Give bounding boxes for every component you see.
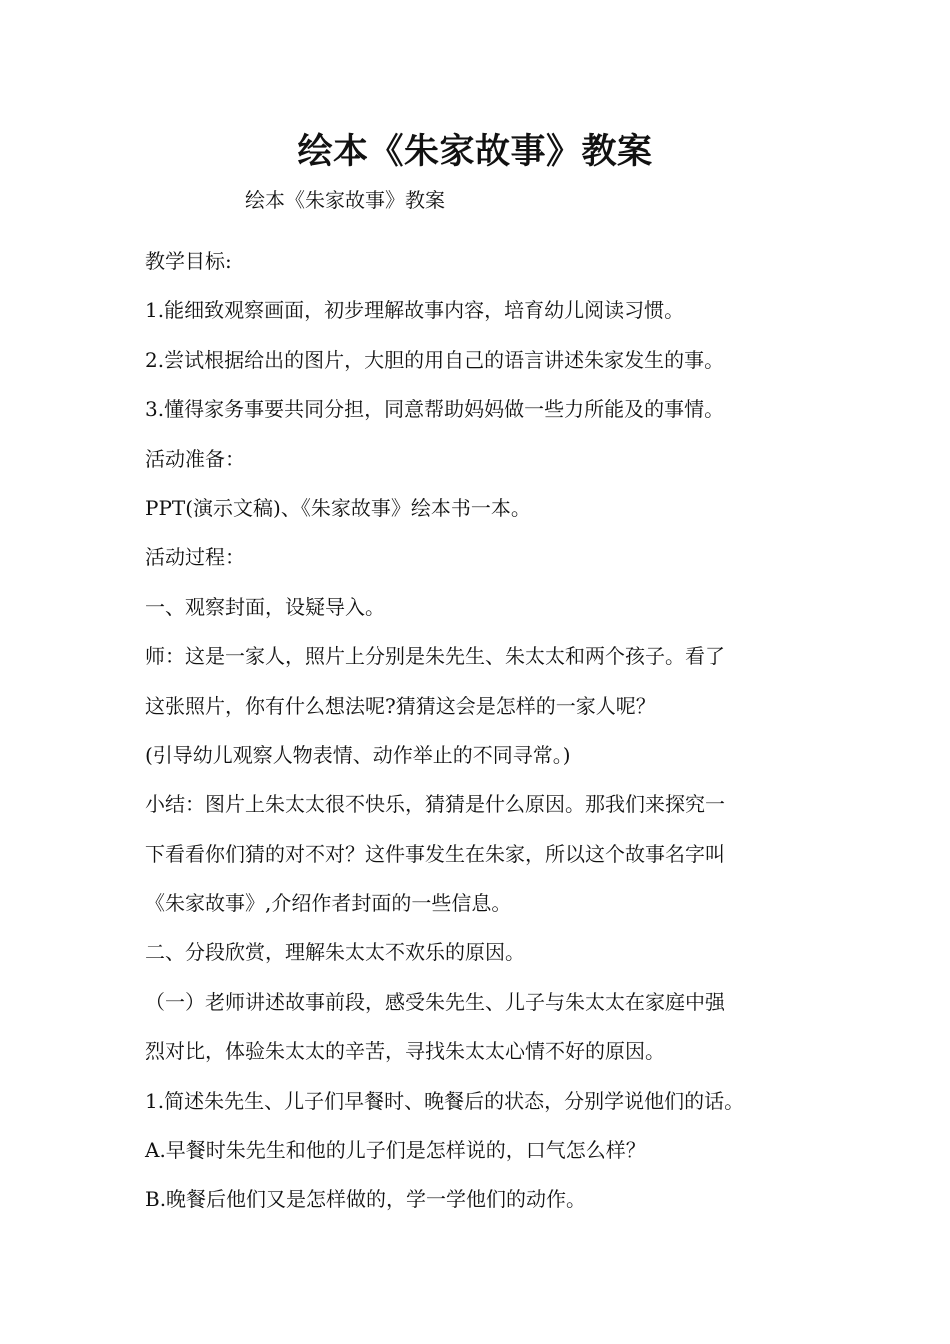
body-line: 《朱家故事》,介绍作者封面的一些信息。 — [145, 891, 512, 916]
document-body — [145, 237, 815, 1225]
body-line: 活动准备： — [145, 446, 245, 471]
body-line: 烈对比，体验朱太太的辛苦，寻找朱太太心情不好的原因。 — [145, 1039, 665, 1064]
body-line: PPT(演示文稿)、《朱家故事》绘本书一本。 — [145, 495, 531, 520]
body-line: 2.尝试根据给出的图片，大胆的用自己的语言讲述朱家发生的事。 — [145, 347, 725, 372]
body-line: A.早餐时朱先生和他的儿子们是怎样说的，口气怎么样？ — [145, 1138, 646, 1163]
body-line: 一、观察封面，设疑导入。 — [145, 594, 385, 619]
body-line: B.晚餐后他们又是怎样做的，学一学他们的动作。 — [145, 1187, 587, 1212]
body-line: 1.能细致观察画面，初步理解故事内容，培育幼儿阅读习惯。 — [145, 298, 685, 323]
body-line: （一）老师讲述故事前段，感受朱先生、儿子与朱太太在家庭中强 — [145, 989, 725, 1014]
body-line: 1.简述朱先生、儿子们早餐时、晚餐后的状态，分别学说他们的话。 — [145, 1088, 745, 1113]
document-title: 绘本《朱家故事》教案 — [297, 131, 653, 172]
document-subtitle: 绘本《朱家故事》教案 — [245, 188, 445, 212]
body-line: 下看看你们猜的对不对？这件事发生在朱家，所以这个故事名字叫 — [145, 841, 725, 866]
body-line: 二、分段欣赏，理解朱太太不欢乐的原因。 — [145, 940, 525, 965]
body-line: (引导幼儿观察人物表情、动作举止的不同寻常。) — [145, 742, 571, 767]
body-line: 活动过程： — [145, 545, 245, 570]
body-line: 3.懂得家务事要共同分担，同意帮助妈妈做一些力所能及的事情。 — [145, 397, 725, 422]
body-line: 小结：图片上朱太太很不快乐，猜猜是什么原因。那我们来探究一 — [145, 792, 725, 817]
body-line: 这张照片，你有什么想法呢?猜猜这会是怎样的一家人呢？ — [145, 693, 656, 718]
body-line: 教学目标: — [145, 249, 232, 273]
body-line: 师：这是一家人，照片上分别是朱先生、朱太太和两个孩子。看了 — [145, 644, 725, 669]
